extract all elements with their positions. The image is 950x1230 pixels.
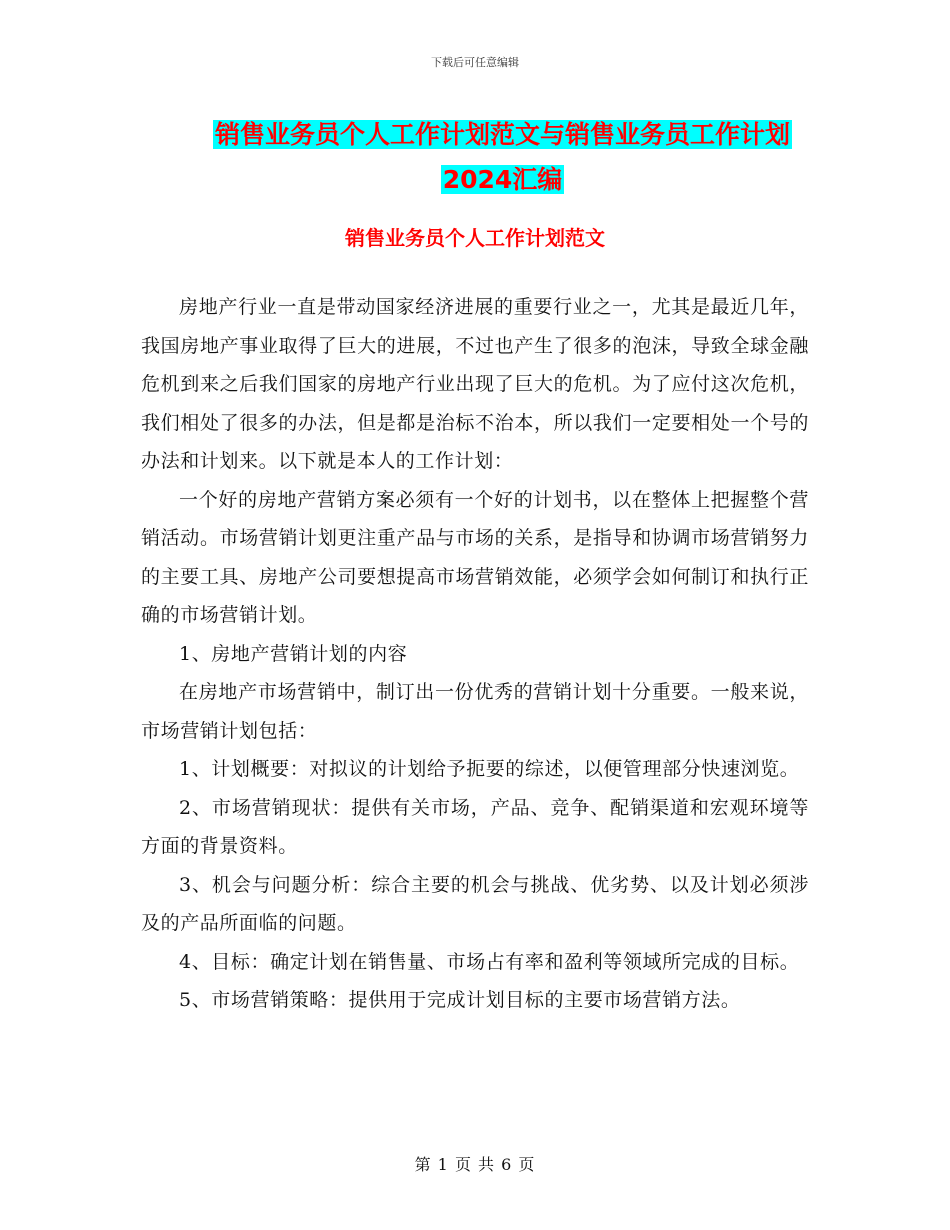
paragraph: 5、市场营销策略：提供用于完成计划目标的主要市场营销方法。 (179, 989, 741, 1011)
paragraph: 1、计划概要：对拟议的计划给予扼要的综述，以便管理部分快速浏览。 (179, 758, 800, 780)
section-title: 销售业务员个人工作计划范文 (345, 226, 605, 250)
header-note: 下载后可任意编辑 (431, 56, 519, 69)
document-title-line1: 销售业务员个人工作计划范文与销售业务员工作计划 (214, 120, 790, 149)
paragraph: 1、房地产营销计划的内容 (179, 642, 408, 665)
paragraph: 2、市场营销现状：提供有关市场，产品、竞争、配销渠道和宏观环境等方面的背景资料。 (141, 796, 809, 857)
document-title (195, 112, 810, 202)
paragraph: 4、目标：确定计划在销售量、市场占有率和盈利等领域所完成的目标。 (179, 950, 800, 973)
page-indicator: 第 1 页 共 6 页 (414, 1155, 536, 1174)
paragraph: 在房地产市场营销中，制订出一份优秀的营销计划十分重要。一般来说，市场营销计划包括： (141, 681, 809, 742)
paragraph: 房地产行业一直是带动国家经济进展的重要行业之一，尤其是最近几年，我国房地产事业取得了巨大的进展，不过也产生了很多的泡沫，导致全球金融危机到来之后我们国家的房地产行业出现了巨大的危机。为了应付这次危机，我们相处了很多的办法，但是都是治标不治本，所以我们一定要相处一个号的办法和计划来。以下就是本人的工作计划： (141, 296, 809, 472)
paragraph: 一个好的房地产营销方案必须有一个好的计划书，以在整体上把握整个营销活动。市场营销计划更注重产品与市场的关系，是指导和协调市场营销努力的主要工具、房地产公司要想提高市场营销效能，必须学会如何制订和执行正确的市场营销计划。 (141, 488, 809, 626)
document-body (141, 288, 809, 1020)
document-title-line2: 2024汇编 (442, 165, 563, 194)
paragraph: 3、机会与问题分析：综合主要的机会与挑战、优劣势、以及计划必须涉及的产品所面临的问题。 (141, 873, 809, 934)
